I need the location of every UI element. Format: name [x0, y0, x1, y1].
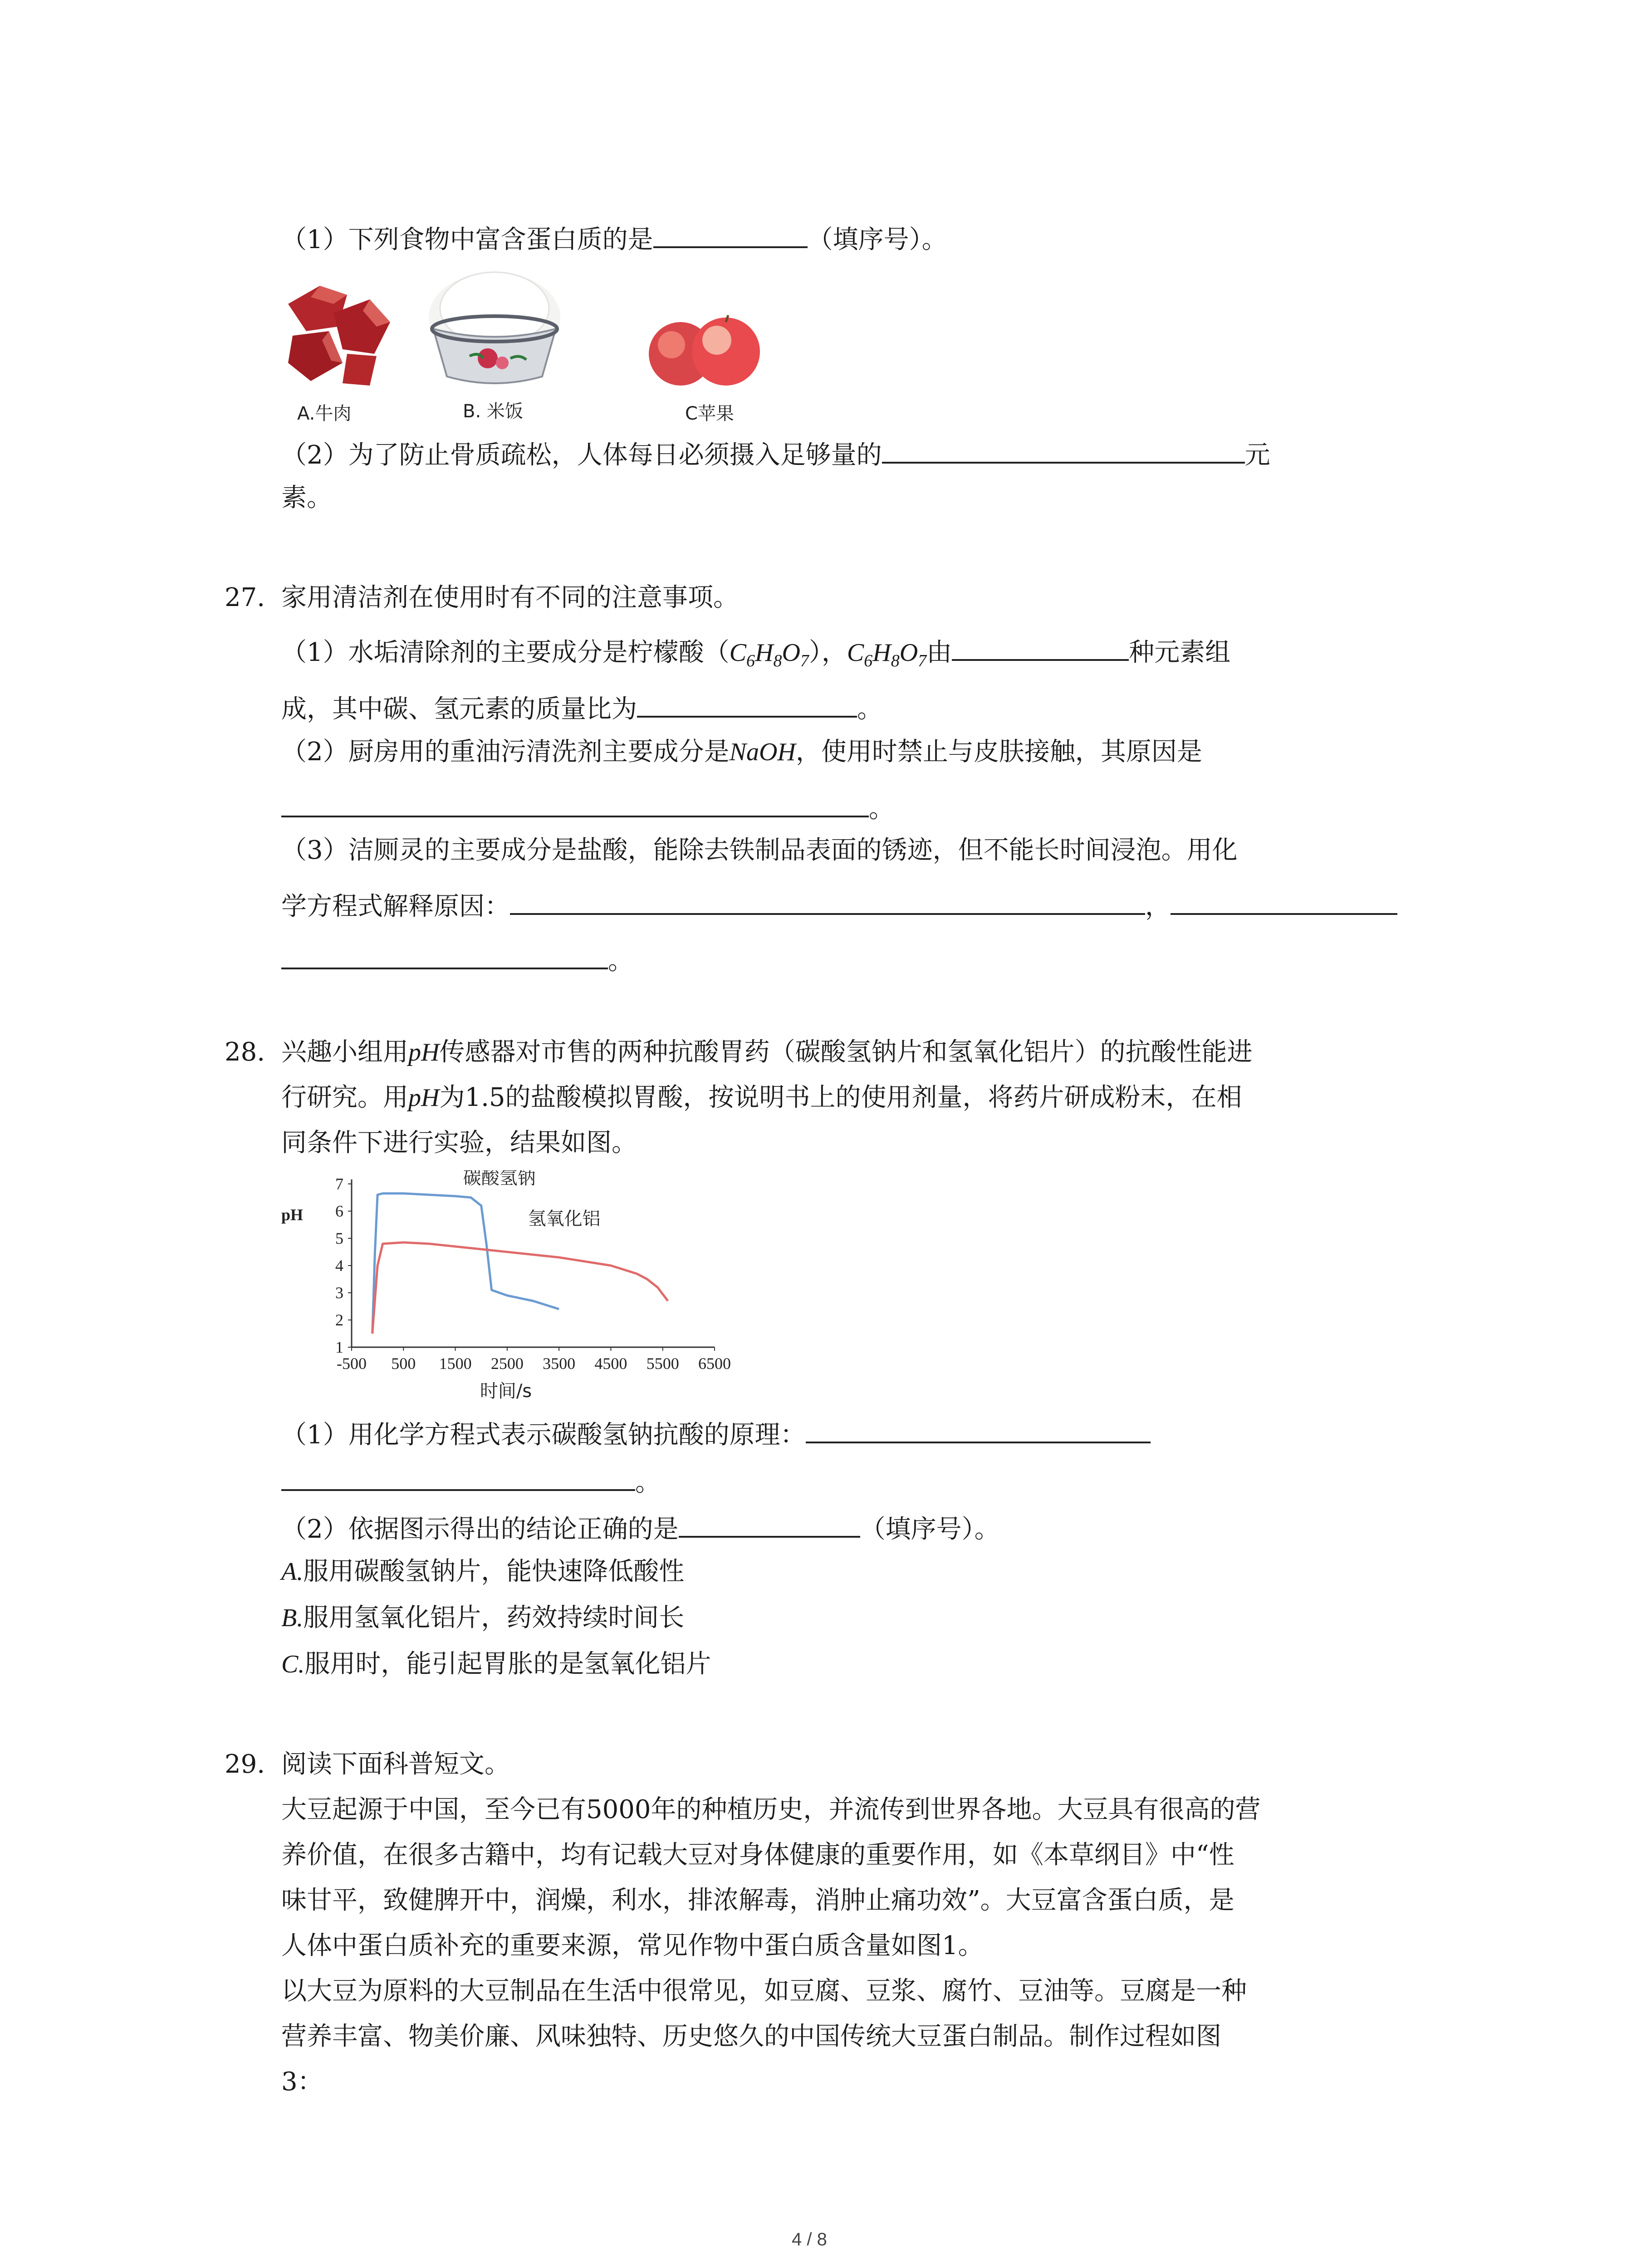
q29-number: 29. — [225, 1750, 265, 1779]
y-tick-label: 2 — [335, 1311, 343, 1329]
citric-acid-formula-2: $C_6H_8O_7$ — [847, 639, 927, 670]
q26-answer-blank-1[interactable] — [653, 220, 808, 248]
q27-part2: （2）厨房用的重油污清洗剂主要成分是NaOH，使用时禁止与皮肤接触，其原因是 — [281, 737, 1202, 767]
x-tick-label: 4500 — [594, 1354, 627, 1373]
x-tick-label: 2500 — [490, 1354, 524, 1373]
q28-line1: 兴趣小组用pH传感器对市售的两种抗酸胃药（碳酸氢钠片和氢氧化铝片）的抗酸性能进 — [281, 1037, 1253, 1067]
q29-paragraph-line: 人体中蛋白质补充的重要来源，常见作物中蛋白质含量如图1。 — [281, 1931, 984, 1960]
q27-answer-blank-5[interactable] — [1171, 887, 1397, 915]
q27-answer-blank-4[interactable] — [510, 887, 1145, 915]
q27-part3-end: 。 — [281, 941, 633, 977]
q29-paragraph-line: 以大豆为原料的大豆制品在生活中很常见，如豆腐、豆浆、腐竹、豆油等。豆腐是一种 — [281, 1976, 1247, 2006]
q27-answer-blank-2[interactable] — [637, 689, 857, 718]
q28-line3: 同条件下进行实验，结果如图。 — [281, 1128, 637, 1158]
y-tick-label: 6 — [335, 1202, 343, 1220]
q28-answer-blank-2[interactable] — [281, 1463, 635, 1491]
q26-part2-cont: 素。 — [281, 483, 332, 513]
series-label-aluminum-hydroxide: 氢氧化铝 — [528, 1208, 601, 1229]
ph-chart — [272, 1170, 753, 1406]
q28-part1: （1）用化学方程式表示碳酸氢钠抗酸的原理： — [281, 1415, 1151, 1451]
x-tick-label: 6500 — [698, 1354, 731, 1373]
q28-option-a: A.服用碳酸氢钠片，能快速降低酸性 — [281, 1557, 685, 1586]
naoh-formula: NaOH — [729, 738, 796, 766]
q27-answer-blank-6[interactable] — [281, 941, 608, 969]
q28-part1-cont: 。 — [281, 1463, 661, 1499]
y-tick-label: 5 — [335, 1229, 343, 1247]
citric-acid-formula: $C_6H_8O_7$ — [729, 639, 809, 670]
ph-term-2: pH — [408, 1084, 440, 1112]
q27-part2-answer: 。 — [281, 789, 894, 825]
q27-part1-cont: 成，其中碳、氢元素的质量比为 。 — [281, 689, 882, 725]
q27-stem: 家用清洁剂在使用时有不同的注意事项。 — [281, 583, 739, 612]
page-number: 4 / 8 — [792, 2229, 827, 2249]
rice-bowl-image — [424, 265, 565, 392]
q28-option-b: B.服用氢氧化铝片，药效持续时间长 — [281, 1603, 685, 1633]
x-tick-label: 5500 — [646, 1354, 679, 1373]
q26-answer-blank-2[interactable] — [882, 435, 1245, 464]
series-label-sodium-bicarbonate: 碳酸氢钠 — [463, 1170, 536, 1188]
q28-number: 28. — [225, 1037, 265, 1067]
apple-image — [644, 308, 762, 390]
x-tick-label: 500 — [391, 1354, 416, 1373]
y-tick-label: 3 — [335, 1284, 343, 1302]
q28-line2: 行研究。用pH为1.5的盐酸模拟胃酸，按说明书上的使用剂量，将药片研成粉末，在相 — [281, 1083, 1242, 1112]
q27-answer-blank-3[interactable] — [281, 789, 869, 817]
y-tick-label: 4 — [335, 1256, 343, 1275]
food-label-a: A.牛肉 — [297, 403, 352, 424]
food-label-b: B. 米饭 — [463, 401, 523, 422]
q29-paragraph-line: 营养丰富、物美价廉、风味独特、历史悠久的中国传统大豆蛋白制品。制作过程如图 — [281, 2022, 1221, 2051]
beef-image — [279, 277, 397, 390]
q29-paragraph-line: 养价值，在很多古籍中，均有记载大豆对身体健康的重要作用，如《本草纲目》中“性 — [281, 1840, 1234, 1870]
q27-answer-blank-1[interactable] — [952, 633, 1129, 661]
q27-part3-cont: 学方程式解释原因： ， — [281, 887, 1397, 923]
q29-paragraph-line: 3： — [281, 2067, 323, 2097]
y-tick-label: 7 — [335, 1175, 343, 1193]
q28-part2: （2）依据图示得出的结论正确的是 （填序号）。 — [281, 1510, 1000, 1545]
x-axis-label: 时间/s — [480, 1381, 532, 1402]
q28-answer-blank-1[interactable] — [806, 1415, 1151, 1443]
q26-part1: （1）下列食物中富含蛋白质的是 （填序号）。 — [281, 220, 947, 256]
q28-option-c: C.服用时，能引起胃胀的是氢氧化铝片 — [281, 1649, 711, 1679]
q26-part2: （2）为了防止骨质疏松，人体每日必须摄入足够量的 元 — [281, 435, 1270, 471]
q29-stem: 阅读下面科普短文。 — [281, 1750, 510, 1779]
y-axis-label: pH — [281, 1206, 304, 1224]
q27-part1: （1）水垢清除剂的主要成分是柠檬酸$(C_6H_8O_7)$，$C_6H_8O_7$由 种元素组 — [281, 633, 1230, 669]
ph-term: pH — [408, 1038, 440, 1066]
series-line-aluminum-hydroxide — [372, 1242, 668, 1334]
q27-part3: （3）洁厕灵的主要成分是盐酸，能除去铁制品表面的锈迹，但不能长时间浸泡。用化 — [281, 836, 1238, 865]
q29-paragraph-line: 味甘平，致健脾开中，润燥，利水，排浓解毒，消肿止痛功效”。大豆富含蛋白质，是 — [281, 1886, 1234, 1915]
x-tick-label: -500 — [337, 1354, 367, 1373]
ph-chart-svg — [272, 1170, 753, 1406]
x-tick-label: 1500 — [439, 1354, 472, 1373]
x-tick-label: 3500 — [543, 1354, 576, 1373]
food-label-c: C苹果 — [685, 403, 734, 424]
y-tick-label: 1 — [335, 1338, 343, 1356]
q27-number: 27. — [225, 583, 265, 612]
q29-paragraph-line: 大豆起源于中国，至今已有5000年的种植历史，并流传到世界各地。大豆具有很高的营 — [281, 1795, 1261, 1824]
q28-answer-blank-3[interactable] — [679, 1510, 860, 1538]
